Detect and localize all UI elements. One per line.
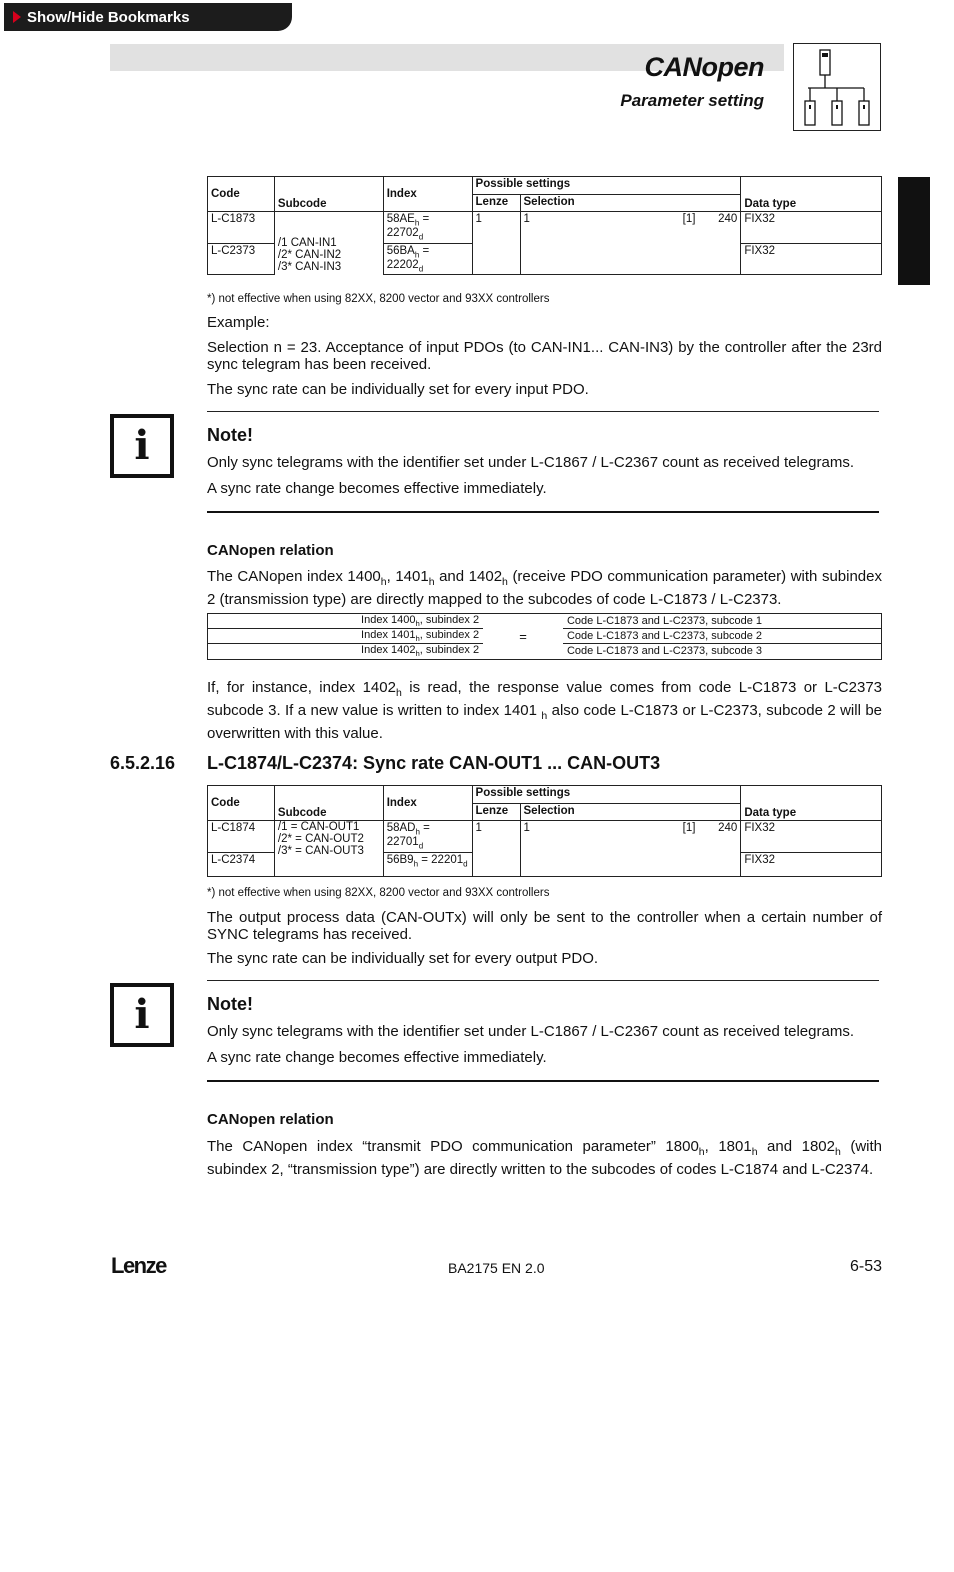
index-cell: Index $1401_h$, subindex 2 — [208, 629, 484, 644]
example-text: Selection n = 23. Acceptance of input PDOs (to CAN-IN1... CAN-IN3) by the controller after the 23rd sync telegram has been received. — [207, 339, 882, 373]
info-icon: i — [110, 414, 174, 478]
header-code: Code — [208, 786, 275, 821]
data-type-cell: FIX32 — [741, 212, 882, 244]
selection-cell: 1 [1] 240 — [520, 821, 741, 877]
parameter-table-c1873 — [207, 176, 882, 275]
index-cell: $56B9_h = 22201_d$ — [383, 852, 472, 876]
note-title: Note! — [207, 425, 253, 445]
code-cell: Code L-C1873 and L-C2373, subcode 2 — [563, 629, 882, 644]
note-line: Only sync telegrams with the identifier set under L-C1867 / L-C2367 count as received telegrams. — [207, 1023, 854, 1040]
document-id: BA2175 EN 2.0 — [448, 1260, 545, 1276]
subcode-cell — [274, 212, 383, 275]
parameter-table-c1874 — [207, 785, 882, 877]
header-data-type: Data type — [741, 786, 882, 821]
note-line: A sync rate change becomes effective immediately. — [207, 1049, 547, 1066]
code-cell: L-C1873 — [208, 212, 275, 244]
header-selection: Selection — [520, 804, 741, 821]
header-index: Index — [383, 177, 472, 212]
instance-text: If, for instance, index $1402_h$ is read, the response value comes from code L-C1873 or L-C2373 subcode 3. If a new value is written to index 1401 $_h$ also code L-C1873 or L-C2373, subcode 2 will be overwritten with this value. — [207, 679, 883, 742]
header-index: Index — [383, 786, 472, 821]
divider — [207, 411, 879, 412]
table-row — [208, 212, 882, 244]
subcode-cell — [274, 821, 383, 877]
header-subcode: Subcode — [274, 786, 383, 821]
code-cell: L-C1874 — [208, 821, 275, 853]
example-label: Example: — [207, 314, 270, 331]
selection-cell: 1 [1] 240 — [520, 212, 741, 275]
chapter-marker — [898, 177, 930, 285]
subcode-1: /1 CAN-IN1 — [277, 236, 337, 249]
subcode-1: /1 = CAN-OUT1 — [277, 821, 360, 833]
canopen-relation-heading: CANopen relation — [207, 542, 334, 559]
network-topology-icon — [793, 43, 881, 131]
divider — [207, 980, 879, 981]
page-subtitle: Parameter setting — [620, 91, 764, 110]
code-cell: Code L-C1873 and L-C2373, subcode 3 — [563, 644, 882, 659]
header-data-type: Data type — [741, 177, 882, 212]
note-line: Only sync telegrams with the identifier set under L-C1867 / L-C2367 count as received telegrams. — [207, 454, 854, 471]
equals-sign: = — [483, 614, 563, 660]
index-mapping-table — [207, 613, 882, 660]
data-type-cell: FIX32 — [741, 821, 882, 853]
divider — [207, 511, 879, 513]
footnote: *) not effective when using 82XX, 8200 vector and 93XX controllers — [207, 887, 550, 899]
code-cell: L-C2374 — [208, 852, 275, 876]
table-row — [208, 614, 882, 629]
header-possible-settings: Possible settings — [472, 177, 741, 195]
index-cell: Index $1402_h$, subindex 2 — [208, 644, 484, 659]
header-possible-settings: Possible settings — [472, 786, 741, 804]
header-selection: Selection — [520, 195, 741, 212]
sync-rate-output-text: The sync rate can be individually set for every output PDO. — [207, 950, 599, 967]
note-title: Note! — [207, 994, 253, 1014]
index-cell: $58AD_h = 22701_d$ — [383, 821, 472, 853]
header-lenze: Lenze — [472, 195, 520, 212]
sync-rate-input-text: The sync rate can be individually set for every input PDO. — [207, 381, 589, 398]
header-subcode: Subcode — [274, 177, 383, 212]
data-type-cell: FIX32 — [741, 852, 882, 876]
canopen-relation-heading: CANopen relation — [207, 1111, 334, 1128]
index-cell: Index $1400_h$, subindex 2 — [208, 614, 484, 629]
section-number: 6.5.2.16 — [110, 753, 176, 773]
lenze-cell: 1 — [472, 821, 520, 877]
page-title: CANopen — [644, 52, 764, 82]
subcode-3: /3* CAN-IN3 — [277, 260, 342, 273]
canopen-relation-text: The CANopen index $1400_h$, $1401_h$ and $1402_h$ (receive PDO communication parameter) with subindex 2 (transmission type) are directly mapped to the subcodes of code L-C1873 / L-C2373. — [207, 568, 882, 608]
show-hide-bookmarks-button[interactable] — [4, 3, 292, 31]
header-lenze: Lenze — [472, 804, 520, 821]
show-hide-bookmarks-label: Show/Hide Bookmarks — [27, 8, 190, 26]
subcode-3: /3* = CAN-OUT3 — [277, 845, 364, 857]
index-cell: $58AE_h = 22702_d$ — [383, 212, 472, 244]
data-type-cell: FIX32 — [741, 243, 882, 275]
index-cell: $56BA_h = 22202_d$ — [383, 243, 472, 275]
output-text: The output process data (CAN-OUTx) will only be sent to the controller when a certain number of SYNC telegrams has received. — [207, 909, 882, 943]
divider — [207, 1080, 879, 1082]
canopen-relation-text: The CANopen index “transmit PDO communication parameter” $1800_h$, $1801_h$ and $1802_h$ (with subindex 2, “transmission type”) are directly written to the subcodes of codes L-C1874 and L-C2374. — [207, 1138, 882, 1178]
page-number: 6-53 — [849, 1258, 882, 1275]
footnote: *) not effective when using 82XX, 8200 vector and 93XX controllers — [207, 293, 550, 305]
subcode-2: /2* CAN-IN2 — [277, 248, 342, 261]
info-icon: i — [110, 983, 174, 1047]
section-title: L-C1874/L-C2374: Sync rate CAN-OUT1 ... CAN-OUT3 — [207, 753, 661, 773]
lenze-cell: 1 — [472, 212, 520, 275]
lenze-logo: Lenze — [111, 1253, 166, 1278]
table-row — [208, 821, 882, 853]
note-line: A sync rate change becomes effective immediately. — [207, 480, 547, 497]
header-code: Code — [208, 177, 275, 212]
subcode-2: /2* = CAN-OUT2 — [277, 833, 364, 845]
code-cell: L-C2373 — [208, 243, 275, 275]
triangle-right-icon — [13, 11, 21, 23]
code-cell: Code L-C1873 and L-C2373, subcode 1 — [563, 614, 882, 629]
